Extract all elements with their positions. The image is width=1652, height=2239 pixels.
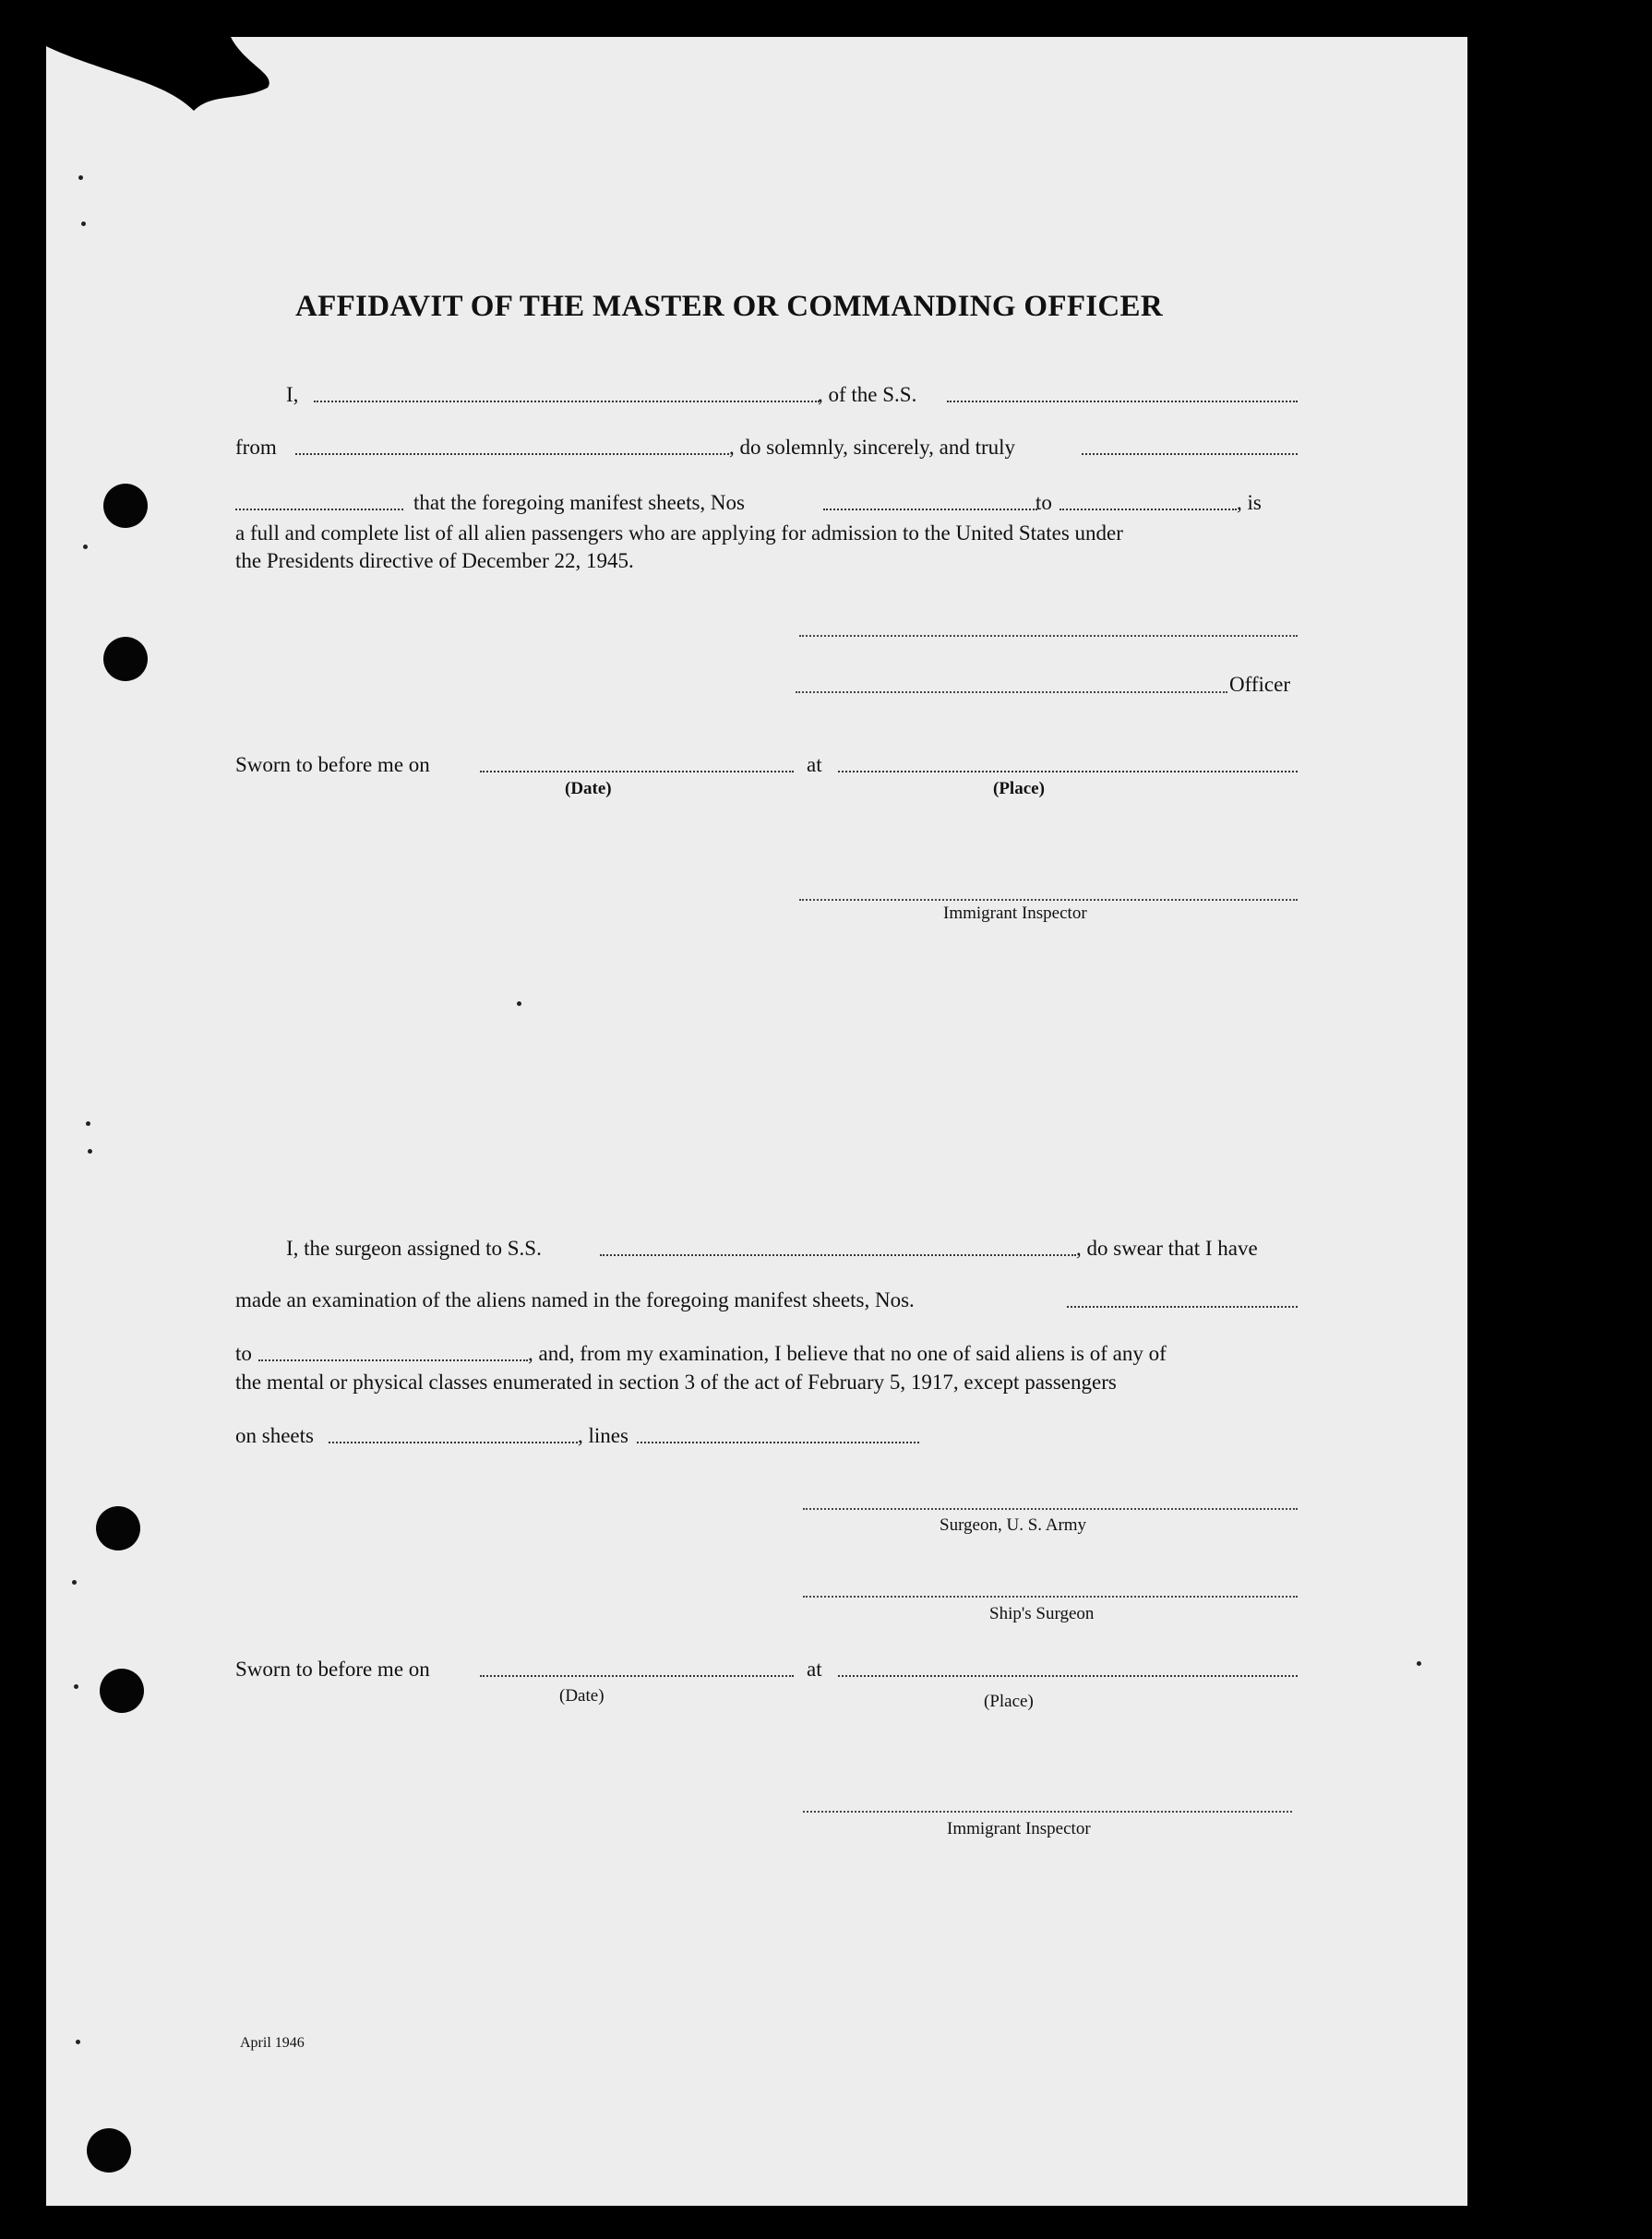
punch-hole: [100, 1669, 144, 1713]
master-from-field[interactable]: [295, 453, 729, 455]
master-at-label: at: [807, 753, 822, 776]
punch-hole: [103, 637, 148, 681]
surgeon-line5-sheets: on sheets: [235, 1424, 314, 1447]
surgeon-line3-rest: , and, from my examination, I believe that no one of said aliens is of any of: [528, 1342, 1167, 1365]
surgeon-date-caption: (Date): [559, 1686, 605, 1706]
form-page: [46, 37, 1467, 2206]
master-sheets-to-field[interactable]: [1059, 509, 1237, 510]
surgeon-exception-lines-field[interactable]: [637, 1442, 919, 1443]
master-inspector-signature-line[interactable]: [799, 899, 1298, 901]
master-name-field[interactable]: [314, 401, 820, 402]
surgeon-exception-sheets-field[interactable]: [329, 1442, 578, 1443]
master-line3-to: to: [1035, 491, 1052, 514]
speck: [86, 1121, 90, 1126]
surgeon-inspector-caption: Immigrant Inspector: [947, 1819, 1091, 1838]
master-line2-from: from: [235, 436, 277, 459]
speck: [81, 222, 86, 226]
surgeon-sworn-label: Sworn to before me on: [235, 1658, 430, 1681]
master-sworn-place-field[interactable]: [838, 771, 1298, 772]
master-line2-swear: , do solemnly, sincerely, and truly: [729, 436, 1016, 459]
officer-signature-line[interactable]: [796, 691, 1227, 693]
master-date-caption: (Date): [565, 779, 612, 798]
form-title: AFFIDAVIT OF THE MASTER OR COMMANDING OFFICER: [295, 290, 1163, 323]
surgeon-line1-end: , do swear that I have: [1076, 1237, 1258, 1260]
surgeon-sheets-from-field[interactable]: [1067, 1306, 1298, 1308]
punch-hole: [96, 1506, 140, 1551]
master-line3-is: , is: [1237, 491, 1262, 514]
surgeon-line3-to: to: [235, 1342, 252, 1365]
master-line3-sheets: that the foregoing manifest sheets, Nos: [413, 491, 745, 514]
army-surgeon-caption: Surgeon, U. S. Army: [940, 1515, 1087, 1535]
officer-label: Officer: [1229, 673, 1290, 696]
master-signature-line[interactable]: [799, 635, 1298, 637]
master-line1-start: I,: [286, 383, 299, 406]
master-sworn-date-field[interactable]: [480, 771, 794, 772]
speck: [88, 1149, 92, 1154]
speck: [83, 545, 88, 549]
punch-hole: [87, 2128, 131, 2173]
surgeon-at-label: at: [807, 1658, 822, 1681]
speck: [78, 175, 83, 180]
master-line4: a full and complete list of all alien passengers who are applying for admission to the United States under: [235, 521, 1123, 545]
surgeon-line5-lines: , lines: [578, 1424, 628, 1447]
master-oath-field-2[interactable]: [235, 509, 403, 510]
surgeon-line4: the mental or physical classes enumerated in section 3 of the act of February 5, 1917, except passengers: [235, 1371, 1117, 1394]
surgeon-line2: made an examination of the aliens named in the foregoing manifest sheets, Nos.: [235, 1288, 915, 1311]
surgeon-line1-start: I, the surgeon assigned to S.S.: [286, 1237, 542, 1260]
form-date-footer: April 1946: [240, 2035, 305, 2051]
surgeon-ship-field[interactable]: [600, 1254, 1076, 1256]
master-oath-field[interactable]: [1082, 453, 1298, 455]
ship-surgeon-caption: Ship's Surgeon: [989, 1604, 1095, 1623]
speck: [74, 1684, 78, 1689]
army-surgeon-signature-line[interactable]: [803, 1508, 1298, 1510]
surgeon-sworn-date-field[interactable]: [480, 1675, 794, 1677]
speck: [72, 1580, 77, 1585]
surgeon-inspector-signature-line[interactable]: [803, 1811, 1292, 1813]
surgeon-place-caption: (Place): [984, 1692, 1034, 1711]
punch-hole: [103, 484, 148, 528]
speck: [517, 1001, 521, 1006]
ship-surgeon-signature-line[interactable]: [803, 1596, 1298, 1598]
master-line5: the Presidents directive of December 22, 1945.: [235, 549, 634, 572]
master-place-caption: (Place): [993, 779, 1045, 798]
master-sworn-label: Sworn to before me on: [235, 753, 430, 776]
speck: [1417, 1661, 1421, 1666]
torn-corner: [46, 37, 286, 138]
master-inspector-caption: Immigrant Inspector: [943, 904, 1087, 923]
surgeon-sheets-to-field[interactable]: [258, 1359, 528, 1361]
speck: [76, 2040, 80, 2044]
master-ship-field[interactable]: [947, 401, 1298, 402]
surgeon-sworn-place-field[interactable]: [838, 1675, 1298, 1677]
master-sheets-from-field[interactable]: [823, 509, 1037, 510]
master-line1-ship-label: , of the S.S.: [818, 383, 917, 406]
